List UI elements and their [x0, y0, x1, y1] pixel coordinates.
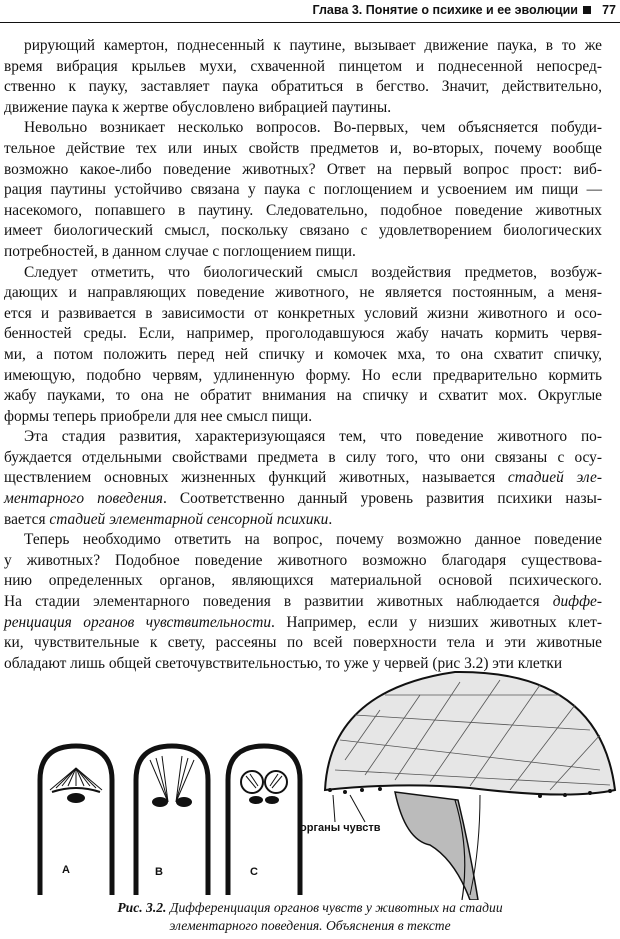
text-line	[4, 118, 602, 139]
text-run: имеющую, подобно червям, удлиненную форму. Но если предварительно кормить	[4, 366, 602, 384]
text-run: ственно к пауку, заставляет паука обратиться в бегство. Значит, действительно,	[4, 78, 602, 96]
text-line	[4, 263, 602, 284]
text-run: .	[328, 510, 333, 528]
text-run: ется и развивается в зависимости от конкретных условий жизни животного и осо-	[4, 304, 602, 322]
jellyfish-drawing	[325, 672, 615, 900]
text-run: формы теперь приобрели для нее смысл пищи.	[4, 407, 313, 425]
text-run: обладают лишь общей светочувствительностью, то уже у червей (рис 3.2) эти клетки	[4, 654, 563, 672]
text-run: рирующий камертон, поднесенный к паутине, вызывает движение паука, в то же	[24, 37, 602, 54]
text-line	[4, 324, 602, 345]
text-line	[4, 201, 602, 222]
text-line	[4, 98, 602, 119]
chapter-title: Глава 3. Понятие о психике и ее эволюции	[312, 3, 578, 17]
text-run: . Например, если у низших животных клет-	[271, 613, 602, 631]
text-run: рация паутины устойчиво связана у паука с поглощением и усвоением им пищи —	[4, 181, 602, 199]
text-run: насекомого, попавшего в паутину. Следовательно, подобное поведение животных	[4, 201, 602, 219]
caption-label: Рис. 3.2.	[117, 900, 167, 915]
text-line	[4, 366, 602, 387]
italic-term: ментарного поведения	[4, 490, 163, 508]
text-run: движение паука к жертве обусловлено вибрацией паутины.	[4, 98, 392, 116]
text-run: время вибрация крыльев мухи, схваченной пинцетом и поднесенной непосред-	[4, 57, 602, 75]
text-line	[4, 180, 602, 201]
italic-term: диффе-	[552, 593, 602, 611]
square-bullet-icon	[583, 6, 591, 14]
text-run: ки, чувствительные к свету, рассеяны по всей поверхности тела и эти животные	[4, 634, 602, 652]
text-run: Невольно возникает несколько вопросов. Во-первых, чем объясняется побуди-	[24, 119, 602, 137]
italic-term: ренциация органов чувствительности	[4, 613, 272, 631]
text-line	[4, 221, 602, 242]
text-line	[4, 77, 602, 98]
text-line	[4, 510, 602, 531]
text-run: Следует отметить, что биологический смысл воздействия предметов, возбуж-	[24, 263, 602, 281]
text-line	[4, 530, 602, 551]
text-line	[4, 36, 602, 57]
body-text	[4, 36, 602, 674]
caption-line-2: элементарного поведения. Объяснения в тексте	[169, 918, 451, 933]
worm-head-c-drawing	[228, 746, 300, 895]
text-run: потребностей, в данном случае с поглощением пищи.	[4, 242, 356, 260]
text-run: вается	[4, 510, 50, 528]
text-run: ществлением основных жизненных функций животных, называется	[4, 469, 508, 487]
text-line	[4, 407, 602, 428]
figure-label-a: A	[62, 864, 70, 876]
text-run: ми, а потом положить перед ней спичку и комочек мха, то она схватит спичку,	[4, 345, 602, 363]
text-run: Эта стадия развития, характеризующаяся тем, что поведение животного по-	[24, 428, 602, 446]
worm-head-a-drawing	[40, 746, 112, 895]
figure-label-b: B	[155, 866, 163, 878]
text-line	[4, 160, 602, 181]
figure-illustration	[0, 650, 620, 900]
text-run: возможно какое-либо поведение животных? Ответ на первый вопрос прост: виб-	[4, 160, 602, 178]
caption-line-1: Дифференциация органов чувств у животных на стадии	[166, 900, 503, 915]
text-line	[4, 489, 602, 510]
text-line	[4, 592, 602, 613]
text-line	[4, 571, 602, 592]
text-line	[4, 139, 602, 160]
figure-3-2	[0, 650, 620, 900]
figure-label-sense-organs: органы чувств	[300, 822, 381, 834]
page-number: 77	[602, 3, 616, 17]
running-header	[0, 0, 620, 23]
text-run: у животных? Подобное поведение животного возможно благодаря существова-	[4, 551, 602, 569]
text-line	[4, 468, 602, 489]
text-line	[4, 57, 602, 78]
text-line	[4, 304, 602, 325]
text-run: . Соответственно данный уровень развития психики назы-	[162, 490, 603, 508]
worm-head-b-drawing	[136, 746, 208, 895]
figure-caption	[0, 899, 620, 935]
italic-term: стадией элементарной сенсорной психики	[49, 510, 329, 528]
figure-label-c: C	[250, 866, 258, 878]
text-run: На стадии элементарного поведения в развитии животных наблюдается	[4, 593, 553, 611]
text-line	[4, 242, 602, 263]
text-run: Теперь необходимо ответить на вопрос, почему возможно данное поведение	[24, 531, 602, 549]
text-line	[4, 551, 602, 572]
text-line	[4, 427, 602, 448]
text-line	[4, 448, 602, 469]
text-line	[4, 345, 602, 366]
text-run: дающих и направляющих поведение животного, не является постоянным, а меня-	[4, 284, 602, 302]
text-run: жабу пауками, то она не обратит внимания на спичку и схватит мох. Округлые	[4, 387, 602, 405]
text-line	[4, 613, 602, 634]
text-run: буждается отдельными свойствами предмета в силу того, что они связаны с осу-	[4, 448, 602, 466]
text-run: нию определенных органов, являющихся материальной основой психического.	[4, 572, 602, 590]
italic-term: стадией эле-	[507, 469, 602, 487]
text-run: бенностей среды. Если, например, проголодавшуюся жабу начать кормить червя-	[4, 325, 602, 343]
text-line	[4, 283, 602, 304]
text-line	[4, 386, 602, 407]
text-run: тельное действие тех или иных свойств предметов и, во-вторых, почему вообще	[4, 139, 602, 157]
text-run: имеет биологический смысл, поскольку связано с удовлетворением биологических	[4, 222, 602, 240]
